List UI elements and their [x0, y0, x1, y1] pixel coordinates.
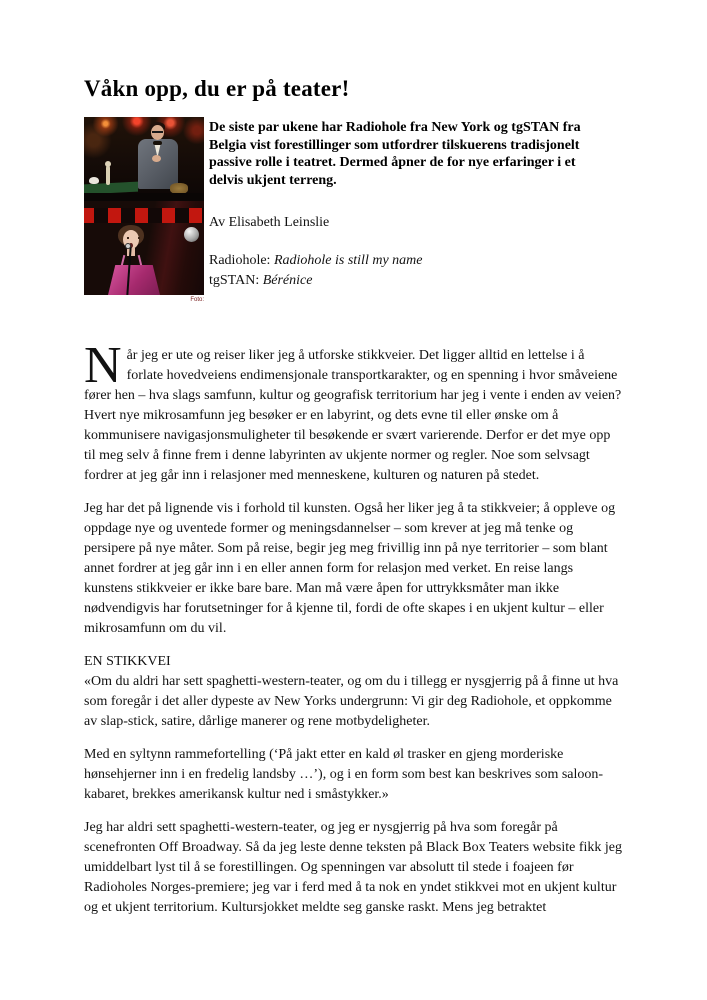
photo-radiohole-performance	[84, 117, 204, 201]
photo-tgstan-performance	[84, 201, 204, 295]
opening-paragraph-text: år jeg er ute og reiser liker jeg å utforske stikkveier. Det ligger alltid en lettelse i å forlate hovedveiens endimensjonale transportkarakter, og en spenning i hvor småveiene fører hen – hva slags samfunn, kultur og geografisk territorium har jeg i vente i enden av veien? Hvert nye mikrosamfunn jeg besøker er en labyrint, og dets evne til eller ønske om å kommunisere navigasjonsmuligheter til besøkende er svært varierende. Derfor er det mye opp til meg selv å finne frem i denne labyrinten av ukjente normer og regler. Noe som selvsagt fordrer at jeg går inn i relasjoner med menneskene, kulturen og naturen på stedet.	[84, 348, 622, 483]
article-body	[84, 337, 622, 918]
production-company: Radiohole:	[209, 253, 271, 268]
lead-paragraph: De siste par ukene har Radiohole fra New York og tgSTAN fra Belgia vist forestillinger som utfordrer tilskuerens tradisjonelt passive rolle i teatret. Dermed åpner de for nye erfaringer i et delvis ukjent terreng.	[209, 120, 581, 188]
dress-strap-left	[121, 255, 126, 266]
singer-pink-dress	[108, 265, 160, 295]
performer-hand	[152, 155, 161, 162]
production-title: Bérénice	[262, 273, 313, 288]
quote-paragraph-2: Med en syltynn rammefortelling (‘På jakt etter en kald øl trasker en gjeng morderiske hønsehjerner inn i en fredelig landsby …’), og i en form som best kan beskrives som saloon-kabaret, brekkes amerikansk kultur ned i småstykker.»	[84, 747, 604, 802]
production-title: Radiohole is still my name	[273, 253, 423, 268]
production-company: tgSTAN:	[209, 273, 260, 288]
page-title: Våkn opp, du er på teater!	[84, 76, 350, 101]
header-text-column	[209, 117, 609, 304]
microphone-head	[125, 243, 131, 249]
disco-ball	[184, 227, 199, 242]
drop-cap: N	[84, 337, 122, 394]
opening-paragraph	[84, 337, 622, 486]
production-item-radiohole	[209, 251, 609, 271]
red-squares-band	[84, 208, 204, 223]
photo-montage	[84, 117, 204, 295]
dog-figurine-prop	[89, 177, 99, 184]
body-paragraph: Jeg har det på lignende vis i forhold til kunsten. Også her liker jeg å ta stikkveier; å oppleve og oppdage nye og uventede former og meningsdannelser – som krever at jeg må tenke og persipere på nye måter. Som på reise, begir jeg meg frivillig inn på nye territorier – som blant annet fordrer at jeg går inn i en eller annen form for relasjon med verket. En reise langs kunstens stikkveier er ikke bare bare. Man må være åpen for uttrykksmåter man ikke nødvendigvis har forutsetninger for å kjenne til, fordi de ofte skapes i en ukjent kultur – eller mikrosamfunn om du vil.	[84, 501, 616, 636]
performer-bowtie	[153, 141, 162, 145]
skeleton-marionette-prop	[106, 166, 110, 185]
singer-figure	[108, 225, 172, 295]
media-column	[84, 117, 204, 304]
dress-strap-right	[138, 255, 143, 266]
byline: Av Elisabeth Leinslie	[209, 215, 330, 230]
singer-eyes	[127, 237, 140, 239]
body-paragraph: Jeg har aldri sett spaghetti-western-teater, og jeg er nysgjerrig på hva som foregår på scenefronten Off Broadway. Så da jeg leste denne teksten på Black Box Teaters website fikk jeg umiddelbart lyst til å se forestillingen. Og spenningen var absolutt til stede i foajeen før Radioholes Norges-premiere; jeg var i ferd med å ta nok en yndet stikkvei mot en ukjent kultur og et ukjent territorium. Kultursjokket meldte seg ganske raskt. Mens jeg betraktet	[84, 820, 622, 915]
production-item-tgstan	[209, 271, 609, 291]
section-heading: EN STIKKVEI	[84, 654, 171, 669]
stage-table-edge	[84, 193, 204, 201]
performer-glasses	[152, 131, 163, 133]
article-header	[84, 117, 622, 304]
quote-paragraph-1: «Om du aldri har sett spaghetti-western-teater, og om du i tillegg er nysgjerrig på å finne ut hva som foregår i det aller dypeste av New Yorks undergrunn: Vi gir deg Radiohole, et oppkomme av slap-stick, satire, dårlige manerer og rene motbydeligheter.	[84, 674, 619, 729]
photo-credit: Foto:	[190, 297, 204, 303]
